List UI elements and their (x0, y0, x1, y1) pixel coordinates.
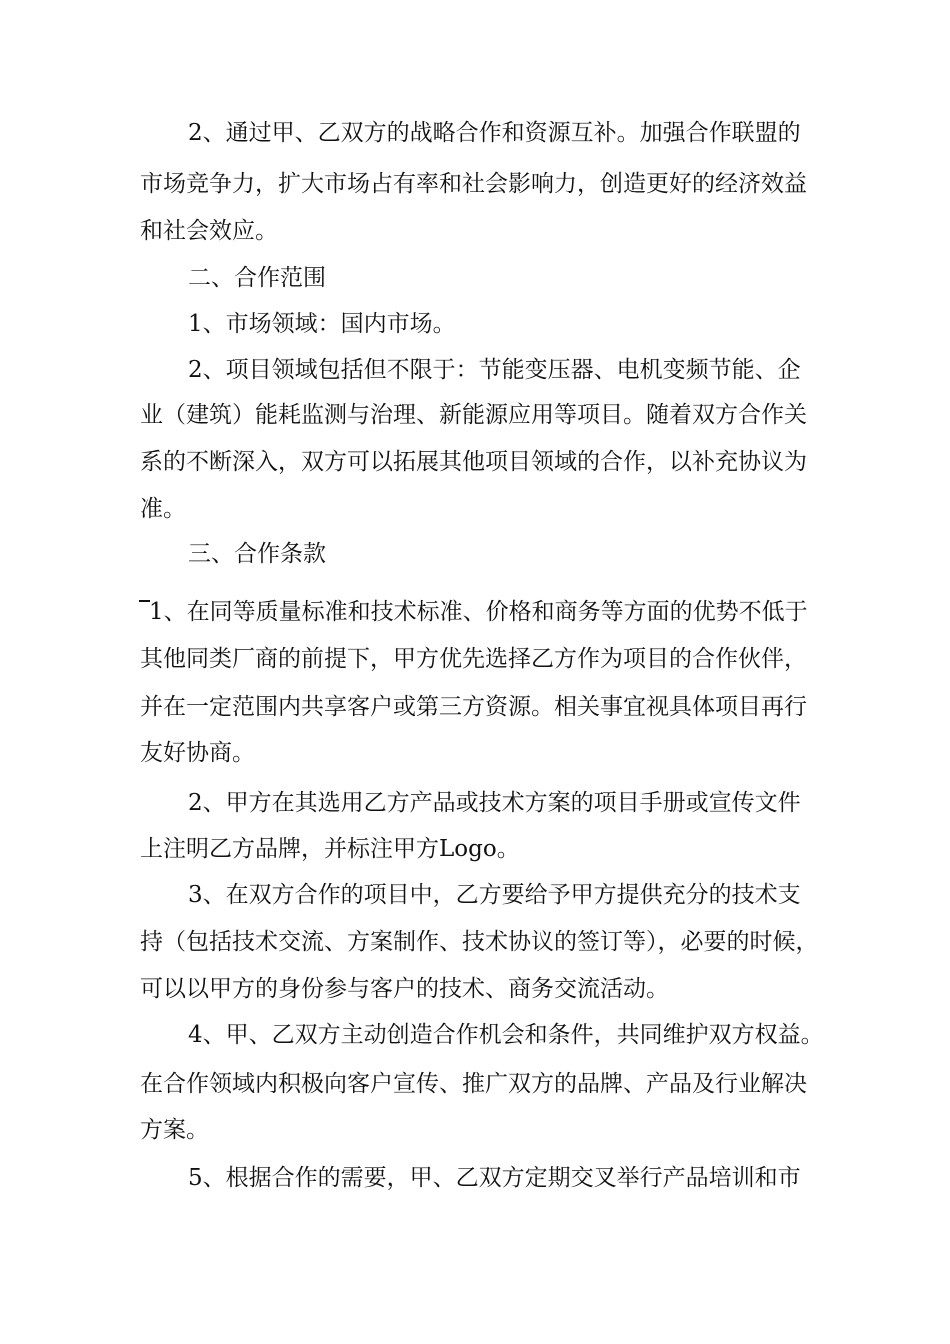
text-line: 2、项目领域包括但不限于：节能变压器、电机变频节能、企 (188, 357, 801, 383)
text-line: 上注明乙方品牌，并标注甲方Logo。 (140, 836, 520, 862)
text-line: 持（包括技术交流、方案制作、技术协议的签订等），必要的时候， (140, 929, 819, 955)
text-line: 系的不断深入，双方可以拓展其他项目领域的合作，以补充协议为 (140, 449, 807, 475)
text-line: 1、市场领域：国内市场。 (188, 311, 456, 337)
section-heading-text: 二、合作范围 (188, 265, 326, 291)
text-line: 2、甲方在其选用乙方产品或技术方案的项目手册或宣传文件 (188, 790, 801, 816)
text-line: 和社会效应。 (140, 218, 278, 244)
text-line: 其他同类厂商的前提下，甲方优先选择乙方作为项目的合作伙伴， (140, 646, 807, 672)
text-line: 业（建筑）能耗监测与治理、新能源应用等项目。随着双方合作关 (140, 402, 807, 428)
section-heading-text: 三、合作条款 (188, 541, 326, 567)
text-line: 在合作领域内积极向客户宣传、推广双方的品牌、产品及行业解决 (140, 1071, 807, 1097)
text-line: 准。 (140, 496, 186, 522)
text-line: 方案。 (140, 1117, 209, 1143)
text-line: 5、根据合作的需要，甲、乙双方定期交叉举行产品培训和市 (188, 1165, 801, 1191)
text-line: 可以以甲方的身份参与客户的技术、商务交流活动。 (140, 976, 669, 1002)
text-line: 并在一定范围内共享客户或第三方资源。相关事宜视具体项目再行 (140, 694, 807, 720)
text-line: 市场竞争力，扩大市场占有率和社会影响力，创造更好的经济效益 (140, 171, 807, 197)
text-line: 友好协商。 (140, 740, 255, 766)
text-line: 2、通过甲、乙双方的战略合作和资源互补。加强合作联盟的 (188, 120, 801, 146)
text-line: 1、在同等质量标准和技术标准、价格和商务等方面的优势不低于 (149, 599, 808, 625)
text-line: 3、在双方合作的项目中，乙方要给予甲方提供充分的技术支 (188, 882, 801, 908)
text-line: 4、甲、乙双方主动创造合作机会和条件，共同维护双方权益。 (188, 1022, 824, 1048)
